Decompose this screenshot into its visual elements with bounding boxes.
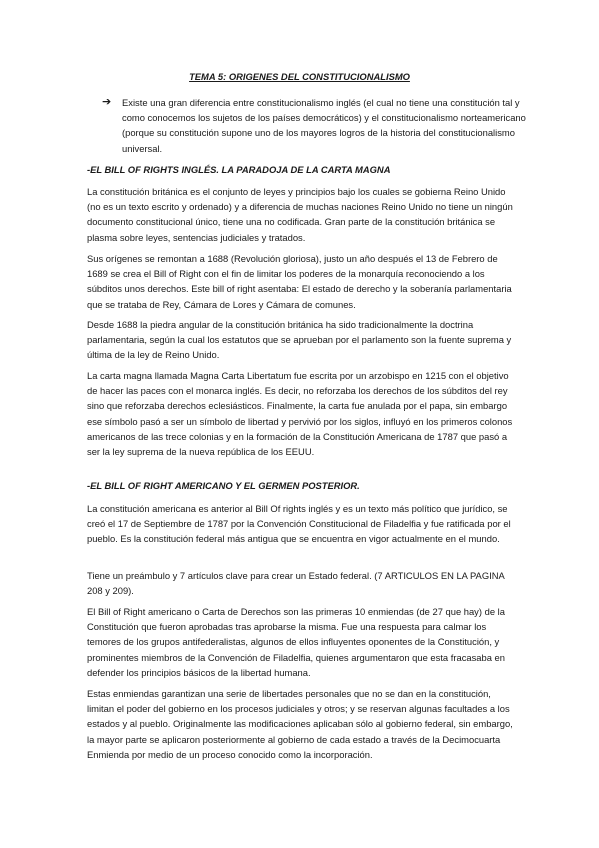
right-arrow-icon: ➔ [102, 95, 112, 108]
section2-paragraph-2: Tiene un preámbulo y 7 artículos clave para crear un Estado federal. (7 ARTICULOS EN LA PAGINA 208 y 209). [87, 570, 505, 597]
section2-paragraph-4: Estas enmiendas garantizan una serie de libertades personales que no se dan en la constitución, limitan el poder del gobierno en los procesos judiciales y otros; y se reservan algunas facultades a los estados y al pueblo. Originalmente las modificaciones aplicaban sólo al gobierno federal, sin embargo, la mayor parte se aplicaron posteriormente al gobierno de cada estado a través de la Decimocuarta Enmienda por medio de un proceso conocido como la incorporación. [87, 688, 513, 760]
section2-heading: -EL BILL OF RIGHT AMERICANO Y EL GERMEN POSTERIOR. [87, 480, 360, 491]
section1-paragraph-3: Desde 1688 la piedra angular de la constitución británica ha sido tradicionalmente la doctrina parlamentaria, según la cual los estatutos que se aprueban por el parlamento son la fuente suprema y última de la ley de Reino Unido. [87, 319, 512, 361]
section1-heading: -EL BILL OF RIGHTS INGLÉS. LA PARADOJA DE LA CARTA MAGNA [87, 164, 391, 175]
intro-bullet-text: Existe una gran diferencia entre constitucionalismo inglés (el cual no tiene una constitución tal y como conocemos los sujetos de los países democráticos) y el constitucionalismo norteamericano (porque su constitución supone uno de los mayores logros de la historia del constitucionalismo universal. [122, 97, 526, 154]
section1-paragraph-4: La carta magna llamada Magna Carta Libertatum fue escrita por un arzobispo en 1215 con el objetivo de hacer las paces con el monarca inglés. Es decir, no reforzaba los derechos de los súbditos del rey sino que reforzaba derechos eclesiásticos. Finalmente, la carta fue anulada por el papa, sin embargo ese símbolo pasó a ser un símbolo de libertad y pervivió por los siglos, influyó en los primeros colonos americanos de las trece colonias y en la formación de la Constitución Americana de 1787 que pasó a ser la ley suprema de la nueva república de los EEUU. [87, 370, 513, 458]
section2-paragraph-1: La constitución americana es anterior al Bill Of rights inglés y es un texto más político que jurídico, se creó el 17 de Septiembre de 1787 por la Convención Constitucional de Filadelfia y fue ratificada por el pueblo. Es la constitución federal más antigua que se encuentra en vigor actualmente en el mundo. [87, 503, 511, 545]
document-title: TEMA 5: ORIGENES DEL CONSTITUCIONALISMO [189, 71, 410, 82]
section1-paragraph-2: Sus orígenes se remontan a 1688 (Revolución gloriosa), justo un año después el 13 de Febrero de 1689 se crea el Bill of Right con el fin de limitar los poderes de la monarquía reconociendo a los súbditos unos derechos. Este bill of right asentaba: El estado de derecho y la soberanía parlamentaria que se trataba de Rey, Cámara de Lores y Cámara de comunes. [87, 253, 512, 310]
section1-paragraph-1: La constitución británica es el conjunto de leyes y principios bajo los cuales se gobierna Reino Unido (no es un texto escrito y ordenado) y a diferencia de muchas naciones Reino Unido no tiene un ningún documento constitucional único, tiene una no codificada. Gran parte de la constitución británica se plasma sobre leyes, sentencias judiciales y tratados. [87, 186, 513, 243]
section2-paragraph-3: El Bill of Right americano o Carta de Derechos son las primeras 10 enmiendas (de 27 que hay) de la Constitución que fueron aprobadas tras aprobarse la misma. Fue una respuesta para calmar los temores de los grupos antifederalistas, algunos de ellos influyentes oponentes de la Constitución, y prominentes miembros de la Convención de Filadelfia, quienes argumentaron que esta fracasaba en defender los principios básicos de la libertad humana. [87, 606, 505, 678]
